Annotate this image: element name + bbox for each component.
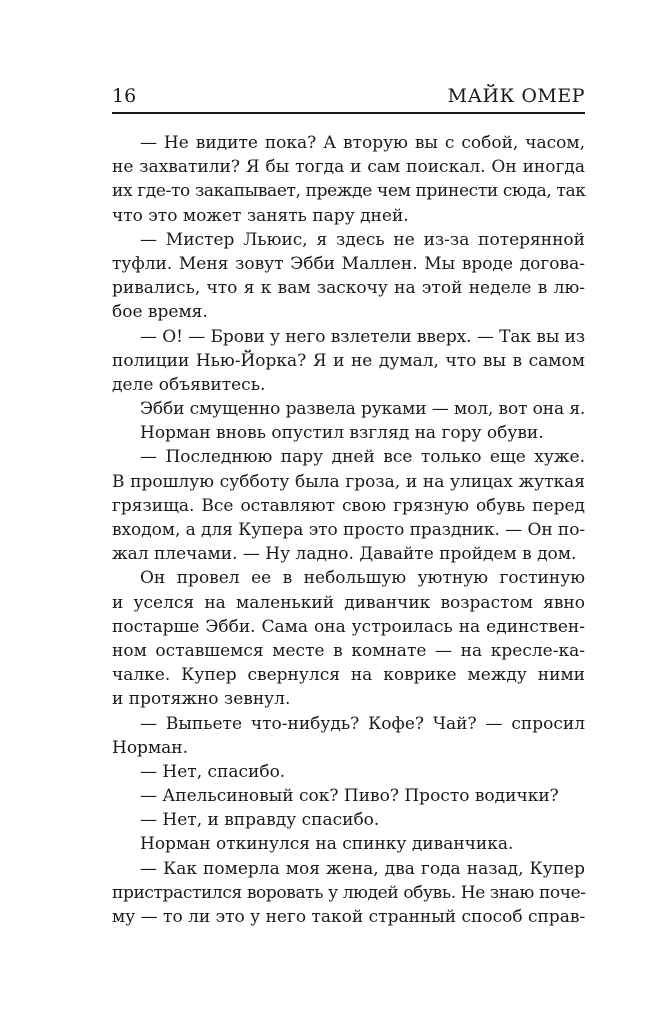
text-line: — Нет, спасибо. xyxy=(140,761,286,782)
text-line: ном оставшемся месте в комнате — на кресле-ка- xyxy=(112,640,585,661)
text-line: В прошлую субботу была гроза, и на улицах жуткая xyxy=(112,471,585,492)
text-line: их где-то закапывает, прежде чем принести сюда, так xyxy=(112,181,586,202)
body-text xyxy=(112,131,585,929)
text-line: жал плечами. — Ну ладно. Давайте пройдем в дом. xyxy=(112,544,577,565)
text-line: полиции Нью-Йорка? Я и не думал, что вы в самом xyxy=(112,350,585,371)
text-line: му — то ли это у него такой странный способ справ- xyxy=(112,907,586,927)
text-line: и протяжно зевнул. xyxy=(112,689,291,710)
text-line: ривались, что я к вам заскочу на этой неделе в лю- xyxy=(112,278,585,299)
text-line: Норман. xyxy=(112,737,189,758)
text-line: и уселся на маленький диванчик возрастом явно xyxy=(112,592,585,613)
text-line: — Нет, и вправду спасибо. xyxy=(140,810,380,831)
text-line: бое время. xyxy=(112,302,208,323)
text-line: Эбби смущенно развела руками — мол, вот она я. xyxy=(140,399,586,420)
text-line: Норман вновь опустил взгляд на гору обуви. xyxy=(140,423,544,444)
text-line: входом, а для Купера это просто праздник. — Он по- xyxy=(112,520,586,540)
text-line: — Последнюю пару дней все только еще хуже. xyxy=(140,447,585,468)
text-line: — О! — Брови у него взлетели вверх. — Так вы из xyxy=(140,326,586,347)
page-number: 16 xyxy=(112,85,137,107)
running-head-author: МАЙК ОМЕР xyxy=(447,85,585,107)
text-line: — Апельсиновый сок? Пиво? Просто водички? xyxy=(140,786,559,807)
text-line: чалке. Купер свернулся на коврике между ними xyxy=(112,665,585,686)
text-line: — Как померла моя жена, два года назад, Купер xyxy=(140,858,585,879)
text-line: Норман откинулся на спинку диванчика. xyxy=(140,834,514,855)
text-line: — Мистер Льюис, я здесь не из-за потерянной xyxy=(140,229,585,250)
text-line: грязища. Все оставляют свою грязную обувь перед xyxy=(112,495,585,516)
text-line: пристрастился воровать у людей обувь. Не знаю поче- xyxy=(112,882,586,903)
text-line: не захватили? Я бы тогда и сам поискал. Он иногда xyxy=(112,157,585,178)
text-line: деле объявитесь. xyxy=(112,374,266,395)
text-line: что это может занять пару дней. xyxy=(112,205,409,226)
page-header xyxy=(112,84,585,114)
text-line: — Выпьете что-нибудь? Кофе? Чай? — спросил xyxy=(140,713,585,734)
text-line: — Не видите пока? А вторую вы с собой, часом, xyxy=(140,133,585,153)
text-line: туфли. Меня зовут Эбби Маллен. Мы вроде догова- xyxy=(112,253,585,274)
text-line: постарше Эбби. Сама она устроилась на единствен- xyxy=(112,616,585,637)
text-line: Он провел ее в небольшую уютную гостиную xyxy=(140,568,585,589)
